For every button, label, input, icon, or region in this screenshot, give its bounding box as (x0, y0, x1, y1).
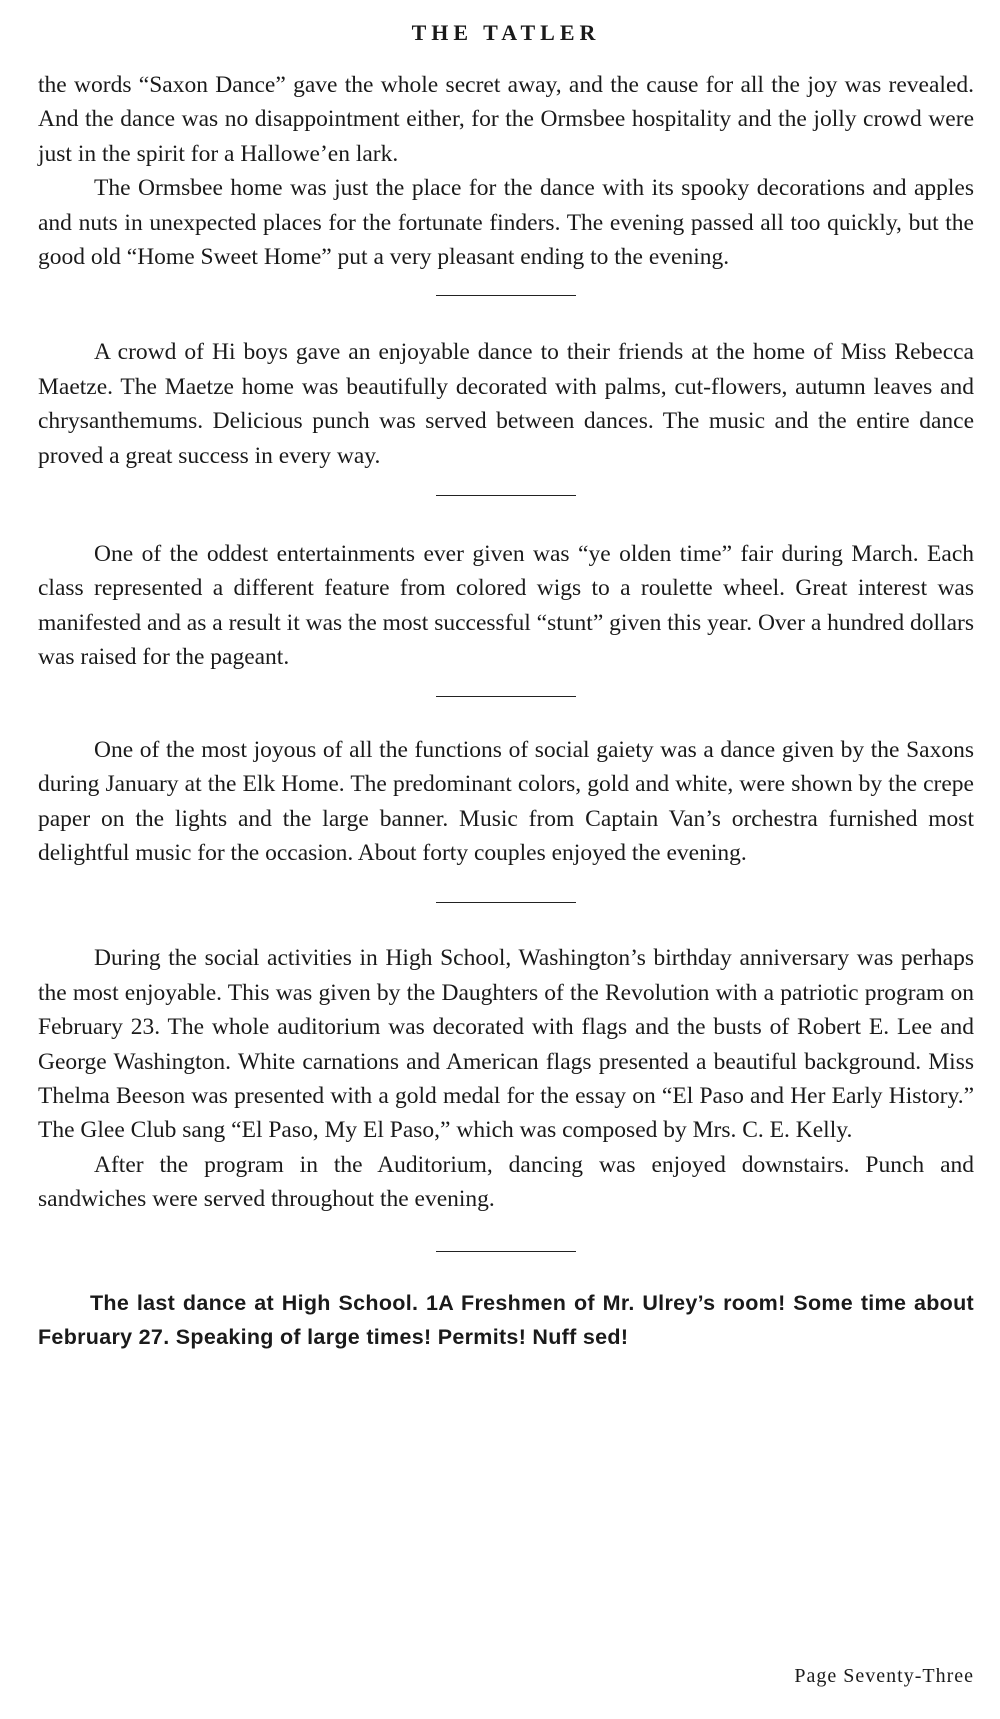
paragraph-saxon-dance-conclusion: the words “Saxon Dance” gave the whole secret away, and the cause for all the joy was revealed. And the dance was no disappointment either, for the Ormsbee hospitality and the jolly crowd were just in the spirit for a Hallowe’en lark. (38, 72, 974, 167)
paragraph-hi-boys-dance: A crowd of Hi boys gave an enjoyable dance to their friends at the home of Miss Rebecca Maetze. The Maetze home was beautifully decorated with palms, cut-flowers, autumn leaves and chrysanthemums. Delicious punch was served between dances. The music and the entire dance proved a great success in every way. (38, 339, 974, 469)
running-title: THE TATLER (411, 20, 601, 45)
page-number: Page Seventy-Three (794, 1665, 974, 1687)
paragraph-saxons-elk-home-dance: One of the most joyous of all the functions of social gaiety was a dance given by the Saxons during January at the Elk Home. The predominant colors, gold and white, were shown by the crepe paper on the lights and the large banner. Music from Captain Van’s orchestra furnished most delightful music for the occasion. About forty couples enjoyed the evening. (38, 736, 974, 866)
paragraph-auditorium-dancing: After the program in the Auditorium, dancing was enjoyed downstairs. Punch and sandwiches were served throughout the evening. (38, 1151, 974, 1213)
paragraph-olden-time-fair: One of the oddest entertainments ever given was “ye olden time” fair during March. Each class represented a different feature from colored wigs to a roulette wheel. Great interest was manifested and as a result it was the most successful “stunt” given this year. Over a hundred dollars was raised for the pageant. (38, 541, 974, 671)
paragraph-ormsbee-home: The Ormsbee home was just the place for the dance with its spooky decorations and apples and nuts in unexpected places for the fortunate finders. The evening passed all too quickly, but the good old “Home Sweet Home” put a very pleasant ending to the evening. (38, 175, 974, 271)
paragraph-washington-birthday: During the social activities in High School, Washington’s birthday anniversary was perhaps the most enjoyable. This was given by the Daughters of the Revolution with a patriotic program on February 23. The whole auditorium was decorated with flags and the busts of Robert E. Lee and George Washington. White carnations and American flags presented a beautiful background. Miss Thelma Beeson was presented with a gold medal for the essay on “El Paso and Her Early History.” The Glee Club sang “El Paso, My El Paso,” which was composed by Mrs. C. E. Kelly. (38, 945, 974, 1144)
closing-note: The last dance at High School. 1A Freshmen of Mr. Ulrey’s room! Some time about February 27. Speaking of large times! Permits! Nuff sed! (38, 1290, 974, 1349)
page-content (38, 68, 974, 1354)
